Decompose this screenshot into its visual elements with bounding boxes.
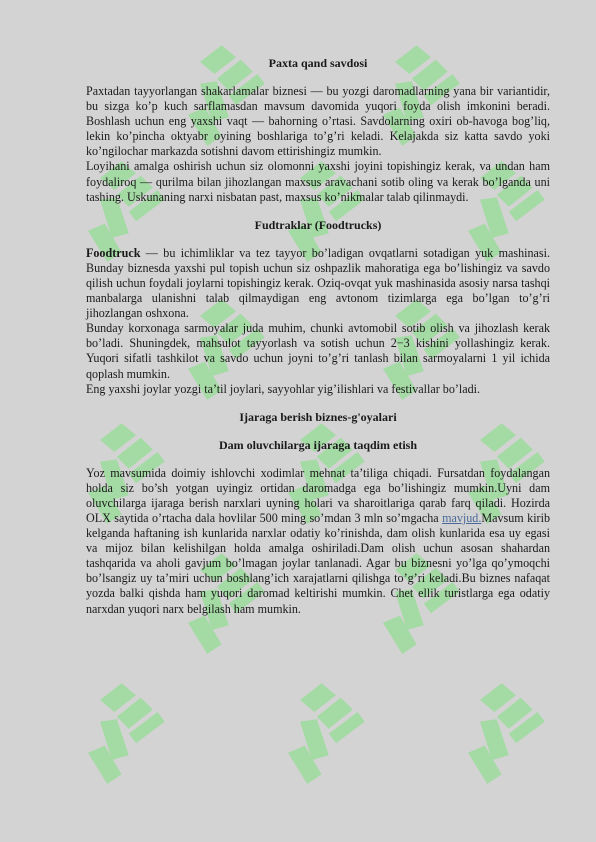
section-subheading: Dam oluvchilarga ijaraga taqdim etish [219,437,417,452]
section-heading: Fudtraklar (Foodtrucks) [254,217,382,232]
bold-term: Foodtruck [86,245,141,260]
leaf-logo-icon [468,683,545,784]
section-heading: Ijaraga berish biznes-g'oyalari [239,409,397,424]
section-rental [86,410,550,617]
paragraph [86,466,550,617]
leaf-logo-icon [288,683,365,784]
leaf-logo-icon [88,683,165,784]
paragraph-text: Mavsum kirib kelganda haftaning ish kunlarida narxlar odatiy ko’rinishda, dam olish kunlarida esa uy egasi va mijoz bilan kelishilgan holda amalga oshiriladi.Dam olish uchun asosan shahardan tashqarida va aholi gavjum bo’lmagan joylar tanlanadi. Agar bu biznesni yo’lga qo’ymoqchi bo’lsangiz uy ta’miri uchun boshlang’ich xarajatlarni qilishga to’g’ri keladi.Bu biznes nafaqat yozda balki qishda ham yuqori daromad keltirishi mumkin. Chet ellik turistlarga ega odatiy narxdan yuqori narx belgilash ham mumkin. [86,510,550,616]
paragraph-text: — bu ichimliklar va tez tayyor bo’ladigan ovqatlarni sotadigan yuk mashinasi. Bunday biznesda yaxshi pul topish uchun siz oshpazlik mahoratiga ega bo’lishingiz va savdo qilish uchun foydali joylarni topishingiz kerak. Oziq-ovqat yuk mashinasida asosiy narsa tashqi manbalarga ulanishni talab qilmaydigan eng avtonom tizimlarga ega bo’lgan to’g’ri jihozlangan oshxona. [86,245,550,321]
paragraph-text: Yoz mavsumida doimiy ishlovchi xodimlar mehnat ta’tiliga chiqadi. Fursatdan foydalangan holda siz bo’sh yotgan uyingiz ortidan daromadga ega bo’lishingiz mumkin.Uyni dam oluvchilarga ijaraga berish narxlari uyning holari va sharoitlariga qarab farq qiladi. Hozirda OLX saytida o’rtacha dala hovlilar 500 ming so’mdan 3 mln so’mgacha [86,465,550,525]
paragraph: Loyihani amalga oshirish uchun siz olomonni yaxshi joyini topishingiz kerak, va undan ham foydaliroq — qurilma bilan jihozlangan maxsus aravachani sotib oling va kerak bo’lganda uni tashing. Uskunaning narxi nisbatan past, maxsus ko’nikmalar talab qilinmaydi. [86,159,550,204]
paragraph: Eng yaxshi joylar yozgi ta’til joylari, sayyohlar yig’ilishlari va festivallar bo’ladi. [86,381,481,396]
section-heading: Paxta qand savdosi [268,56,368,70]
paragraph: Paxtadan tayyorlangan shakarlamalar biznesi — bu yozgi daromadlarning yana bir variantidir, bu sizga ko’p kuch sarflamasdan mavsum davomida yuqori foyda olish imkonini beradi. Boshlash uchun eng yaxshi vaqt — bahorning o’rtasi. Savdolarning oxiri ob-havoga bog’liq, lekin ko’pincha oktyabr oyining boshlariga to’g’ri keladi. Kelajakda siz katta savdo yoki ko’ngilochar markazda sotishni davom ettirishingiz mumkin. [86,84,550,159]
section-foodtrucks [86,218,550,397]
paragraph: Bunday korxonaga sarmoyalar juda muhim, chunki avtomobil sotib olish va jihozlash kerak bo’ladi. Shuningdek, mahsulot tayyorlash va sotish uchun 2−3 kishini yollashingiz kerak. Yuqori sifatli tashkilot va savdo uchun joyni to’g’ri tanlash bilan sarmoyalarni 1 yil ichida qoplash mumkin. [86,321,550,381]
mavjud-link[interactable]: mavjud. [442,510,482,525]
paragraph [86,246,550,321]
section-cotton-candy [86,56,550,205]
